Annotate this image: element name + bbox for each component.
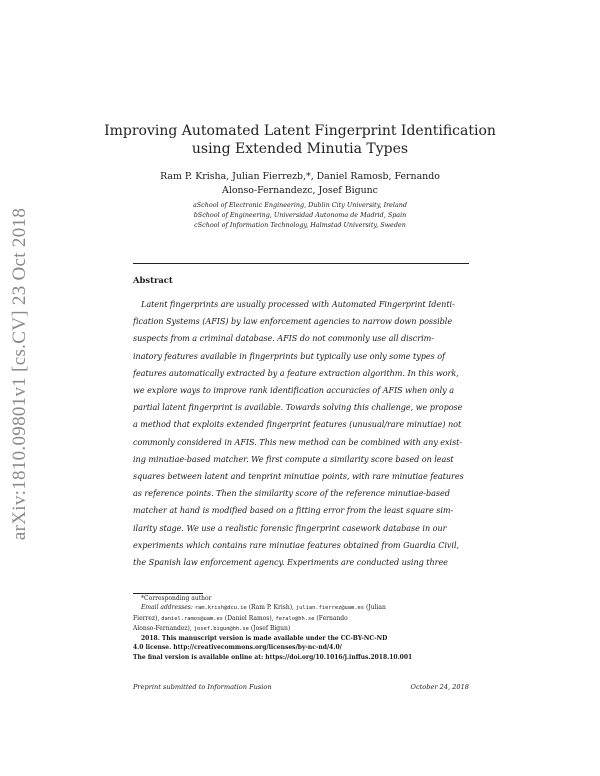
abstract-line: Latent fingerprints are usually processed with Automated Fingerprint Identi- — [141, 299, 455, 309]
authors-line-1: Ram P. Krisha, Julian Fierrezb,*, Daniel Ramosb, Fernando — [160, 171, 440, 182]
affiliation-a: aSchool of Electronic Engineering, Dublin City University, Ireland — [192, 201, 407, 209]
email-owner-fierrez-cont: Fierrez), — [133, 614, 160, 622]
abstract-line: as reference points. Then the similarity score of the reference minutiae-based — [133, 488, 450, 499]
final-version-note[interactable]: The final version is available online at: https://doi.org/10.1016/j.inffus.2018.10.001 — [133, 653, 413, 661]
email-line-1 — [133, 603, 475, 613]
email-line-3 — [133, 624, 475, 634]
abstract-line: fication Systems (AFIS) by law enforcement agencies to narrow down possible — [133, 316, 453, 327]
email-link-krish[interactable]: ram.krish@dcu.ie — [194, 605, 247, 612]
affiliation-b: bSchool of Engineering, Universidad Autonoma de Madrid, Spain — [193, 211, 407, 219]
email-owner-fierrez: (Julian — [365, 604, 386, 612]
email-link-fierrez[interactable]: julian.fierrez@uam.es — [295, 605, 365, 612]
abstract-line: suspects from a criminal database. AFIS do not commonly use all discrim- — [133, 333, 434, 344]
email-link-alonso[interactable]: feralo@hh.se — [275, 615, 315, 622]
abstract-line: experiments which contains rare minutiae features obtained from Guardia Civil, — [133, 539, 460, 550]
abstract-line: the Spanish law enforcement agency. Experiments are conducted using three — [133, 557, 448, 568]
email-owner-krish: (Ram P. Krish), — [248, 604, 294, 612]
abstract-line: matcher at hand is modified based on a fitting error from the least square sim- — [133, 505, 454, 516]
email-link-bigun[interactable]: josef.bigun@hh.se — [193, 625, 249, 632]
email-owner-bigun: (Josef Bigun) — [250, 624, 291, 632]
abstract-line: inatory features available in fingerprints but typically use only some types of — [133, 350, 445, 361]
arxiv-id-text: arXiv:1810.09801v1 [cs.CV] 23 Oct 2018 — [9, 207, 30, 541]
abstract-line: ilarity stage. We use a realistic forensic fingerprint casework database in our — [133, 522, 447, 533]
abstract-line: we explore ways to improve rank identification accuracies of AFIS when only a — [133, 385, 454, 396]
abstract-line: commonly considered in AFIS. This new method can be combined with any exist- — [133, 436, 463, 447]
paper-title — [0, 122, 600, 158]
abstract-body — [133, 296, 469, 571]
footer-journal: Preprint submitted to Information Fusion — [133, 683, 272, 691]
page-footer — [133, 683, 469, 691]
license-note-line-1: 2018. This manuscript version is made available under the CC-BY-NC-ND — [141, 635, 388, 643]
title-line-2: using Extended Minutia Types — [191, 141, 409, 157]
footnotes — [133, 594, 475, 662]
abstract-heading: Abstract — [133, 275, 173, 285]
author-list — [0, 170, 600, 198]
abstract-line: ing minutiae-based matcher. We first compute a similarity score based on least — [133, 453, 454, 464]
corresponding-author-note: *Corresponding author — [141, 595, 212, 602]
email-label: Email addresses: — [141, 604, 193, 612]
footer-date: October 24, 2018 — [410, 683, 469, 691]
title-line-1: Improving Automated Latent Fingerprint Identification — [104, 123, 496, 139]
affiliation-c: cSchool of Information Technology, Halmstad University, Sweden — [194, 221, 406, 229]
authors-line-2: Alonso-Fernandezc, Josef Bigunc — [222, 185, 378, 196]
abstract-top-rule — [133, 263, 469, 264]
email-line-2 — [133, 614, 475, 624]
affiliations — [0, 200, 600, 230]
email-owner-alonso: (Fernando — [316, 614, 348, 622]
license-note-line-2[interactable]: 4.0 license. http://creativecommons.org/licenses/by-nc-nd/4.0/ — [133, 644, 342, 652]
email-link-ramos[interactable]: daniel.ramos@uam.es — [161, 615, 223, 622]
arxiv-side-label — [3, 202, 37, 546]
abstract-line: squares between latent and tenprint minutiae points, with rare minutiae features — [133, 471, 464, 482]
abstract-line: partial latent fingerprint is available. Towards solving this challenge, we propose — [133, 402, 463, 413]
abstract-line: a method that exploits extended fingerprint features (unusual/rare minutiae) not — [133, 419, 462, 430]
abstract-line: features automatically extracted by a feature extraction algorithm. In this work, — [133, 367, 459, 378]
email-owner-ramos: (Daniel Ramos), — [224, 614, 274, 622]
email-owner-alonso-cont: Alonso-Fernandez), — [133, 624, 192, 632]
